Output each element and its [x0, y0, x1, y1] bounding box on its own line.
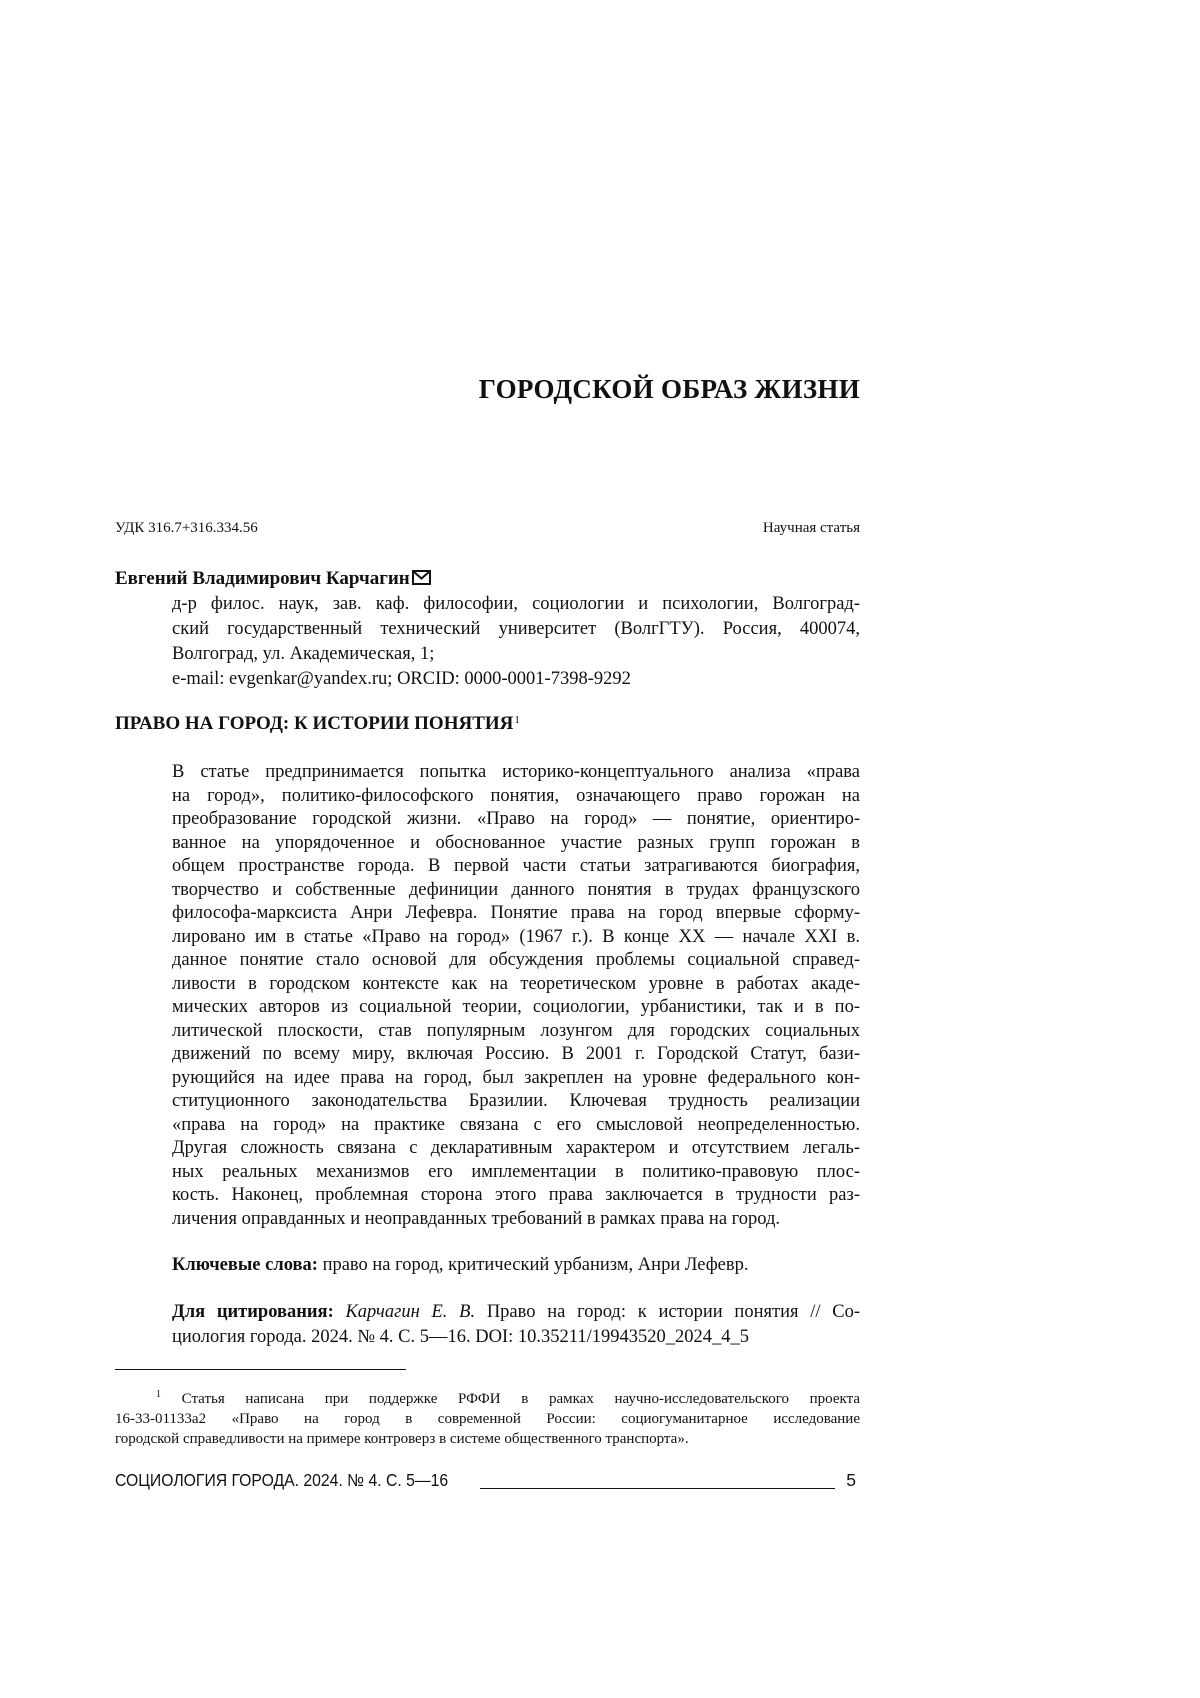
abstract-line: на город», политико-философского понятия, означающего право горожан на: [172, 785, 860, 809]
keywords-label: Ключевые слова:: [172, 1255, 318, 1275]
keywords: [172, 1255, 860, 1276]
affiliation-line: Волгоград, ул. Академическая, 1;: [172, 642, 860, 667]
footnote-line: [115, 1385, 860, 1409]
citation-title: Право на город: к истории понятия // Со-: [475, 1302, 860, 1322]
udk-code: УДК 316.7+316.334.56: [115, 520, 258, 537]
journal-reference: СОЦИОЛОГИЯ ГОРОДА. 2024. № 4. С. 5—16: [115, 1470, 448, 1491]
abstract-line: ливости в городском контексте как на теоретическом уровне в работах акаде-: [172, 973, 860, 997]
footnote-divider: [115, 1369, 406, 1370]
footnote: [115, 1385, 860, 1449]
mail-icon: [412, 569, 431, 584]
abstract-line: ституционного законодательства Бразилии. Ключевая трудность реализации: [172, 1090, 860, 1114]
citation-line: циология города. 2024. № 4. С. 5—16. DOI: 10.35211/19943520_2024_4_5: [172, 1325, 860, 1350]
affiliation-line: д-р филос. наук, зав. каф. философии, социологии и психологии, Волгоград-: [172, 592, 860, 617]
affiliation-line: ский государственный технический университет (ВолгГТУ). Россия, 400074,: [172, 617, 860, 642]
footnote-text: Статья написана при поддержке РФФИ в рамках научно-исследовательского проекта: [182, 1391, 860, 1407]
section-title: ГОРОДСКОЙ ОБРАЗ ЖИЗНИ: [115, 374, 860, 405]
abstract-line: лировано им в статье «Право на город» (1967 г.). В конце XX — начале XXI в.: [172, 926, 860, 950]
keywords-text: право на город, критический урбанизм, Анри Лефевр.: [318, 1255, 749, 1275]
abstract: [172, 761, 860, 1231]
citation-author: Карчагин Е. В.: [345, 1302, 475, 1322]
citation-label: Для цитирования:: [172, 1302, 334, 1322]
author-block: [115, 568, 431, 590]
author-affiliation: [172, 592, 860, 692]
abstract-line: личения оправданных и неоправданных требований в рамках права на город.: [172, 1208, 860, 1232]
abstract-line: общем пространстве города. В первой части статьи затрагиваются биография,: [172, 855, 860, 879]
article-type: Научная статья: [763, 520, 860, 537]
author-name: Евгений Владимирович Карчагин: [115, 568, 410, 589]
page-number: 5: [846, 1470, 856, 1491]
abstract-line: творчество и собственные дефиниции данного понятия в трудах французского: [172, 879, 860, 903]
citation: [172, 1300, 860, 1350]
abstract-line: рующийся на идее права на город, был закреплен на уровне федерального кон-: [172, 1067, 860, 1091]
running-footer: [115, 1470, 860, 1494]
abstract-line: ванное на упорядоченное и обоснованное участие разных групп горожан в: [172, 832, 860, 856]
abstract-line: «права на город» на практике связана с его смысловой неопределенностью.: [172, 1114, 860, 1138]
footnote-line: 16-33-01133а2 «Право на город в современной России: социогуманитарное исследование: [115, 1409, 860, 1429]
abstract-line: литической плоскости, став популярным лозунгом для городских социальных: [172, 1020, 860, 1044]
abstract-line: В статье предпринимается попытка историко-концептуального анализа «права: [172, 761, 860, 785]
abstract-line: ных реальных механизмов его имплементации в политико-правовую плос-: [172, 1161, 860, 1185]
abstract-line: мических авторов из социальной теории, социологии, урбанистики, так и в по-: [172, 996, 860, 1020]
abstract-line: данное понятие стало основой для обсуждения проблемы социальной справед-: [172, 949, 860, 973]
footnote-mark: 1: [156, 1389, 161, 1400]
author-contacts: e-mail: evgenkar@yandex.ru; ORCID: 0000-0001-7398-9292: [172, 667, 860, 692]
abstract-line: преобразование городской жизни. «Право на город» — понятие, ориентиро-: [172, 808, 860, 832]
abstract-line: Другая сложность связана с декларативным характером и отсутствием легаль-: [172, 1137, 860, 1161]
abstract-line: движений по всему миру, включая Россию. В 2001 г. Городской Статут, бази-: [172, 1043, 860, 1067]
footnote-line: городской справедливости на примере контроверз в системе общественного транспорта».: [115, 1429, 860, 1449]
abstract-line: кость. Наконец, проблемная сторона этого права заключается в трудности раз-: [172, 1184, 860, 1208]
footer-rule: [480, 1488, 835, 1489]
article-title-text: ПРАВО НА ГОРОД: К ИСТОРИИ ПОНЯТИЯ: [115, 713, 513, 734]
abstract-line: философа-марксиста Анри Лефевра. Понятие права на город впервые сформу-: [172, 902, 860, 926]
footnote-reference[interactable]: 1: [514, 714, 520, 726]
citation-line: [172, 1300, 860, 1325]
article-title: [115, 713, 520, 735]
